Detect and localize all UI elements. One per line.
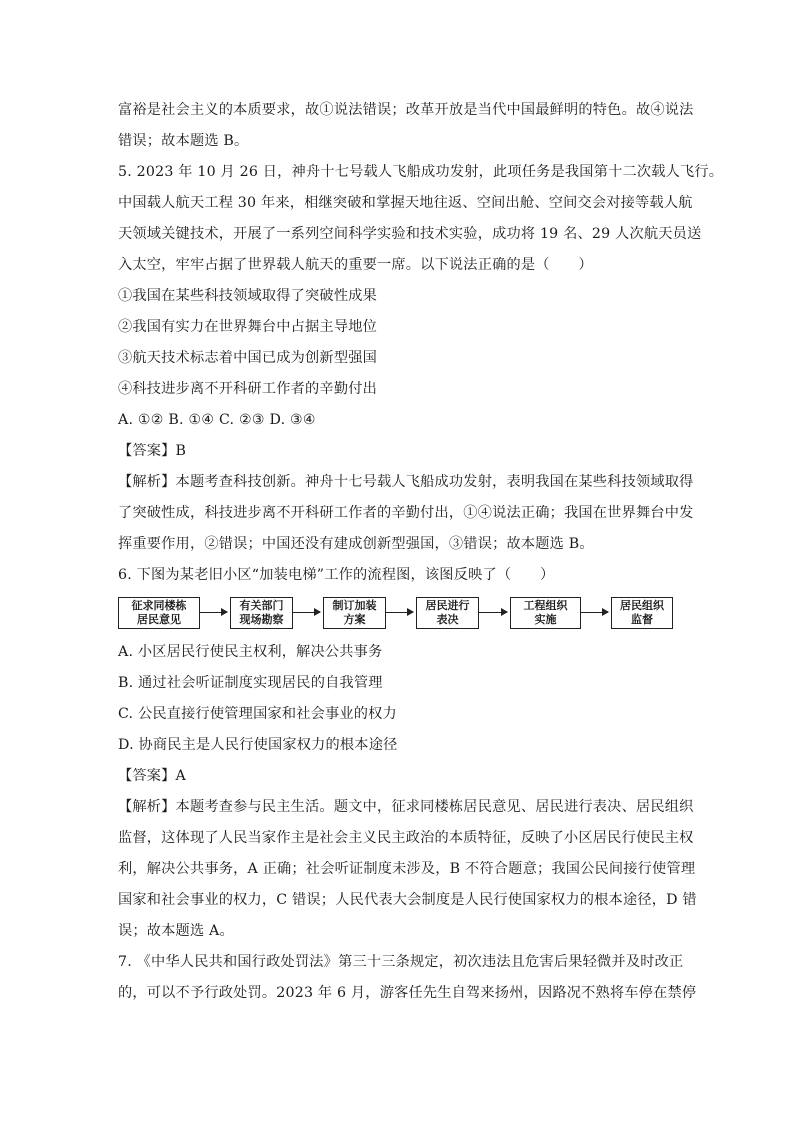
arrow-right-icon <box>200 612 227 613</box>
option-a: A. 小区居民行使民主权利，解决公共事务 <box>118 644 383 660</box>
text-block-bottom <box>118 637 697 1009</box>
text-line: 富裕是社会主义的本质要求，故①说法错误；改革开放是当代中国最鲜明的特色。故④说法 <box>118 102 694 118</box>
question-5-stem: 5. 2023 年 10 月 26 日，神舟十七号载人飞船成功发射，此项任务是我国第十二次载人飞行。 <box>118 164 724 180</box>
analysis-text: 了突破性成，科技进步离不开科研工作者的辛勤付出，①④说法正确；我国在世界舞台中发 <box>118 505 694 521</box>
flow-step-line: 工程组织 <box>523 599 568 612</box>
flow-step-line: 方案 <box>343 613 366 626</box>
answer-label: 【答案】A <box>118 768 186 784</box>
document-page <box>118 95 724 1009</box>
flow-step <box>118 597 200 629</box>
question-6-stem: 6. 下图为某老旧小区“加装电梯”工作的流程图，该图反映了（ ） <box>118 567 555 583</box>
flow-step-line: 表决 <box>436 613 459 626</box>
flowchart <box>118 595 678 633</box>
text-line: 入太空，牢牢占据了世界载人航天的重要一席。以下说法正确的是（ ） <box>118 257 593 273</box>
option-d: D. 协商民主是人民行使国家权力的根本途径 <box>118 737 398 753</box>
analysis-text: 误；故本题选 A。 <box>118 923 234 939</box>
analysis-text: 【解析】本题考查参与民主生活。题文中，征求同楼栋居民意见、居民进行表决、居民组织 <box>118 799 694 815</box>
statement-1: ①我国在某些科技领域取得了突破性成果 <box>118 288 377 304</box>
text-line: 错误；故本题选 B。 <box>118 133 249 149</box>
flow-step-line: 征求同楼栋 <box>131 599 187 612</box>
statement-3: ③航天技术标志着中国已成为创新型强国 <box>118 350 377 366</box>
analysis-text: 挥重要作用，②错误；中国还没有建成创新型强国，③错误；故本题选 B。 <box>118 536 594 552</box>
arrow-right-icon <box>581 612 608 613</box>
flow-step-line: 有关部门 <box>239 599 284 612</box>
text-line: 天领域关键技术，开展了一系列空间科学实验和技术实验，成功将 19 名、29 人次航天员送 <box>118 226 702 242</box>
arrow-right-icon <box>479 612 507 613</box>
flow-step-line: 居民组织 <box>620 599 664 612</box>
text-line: 中国载人航天工程 30 年来，相继突破和掌握天地往返、空间出舱、空间交会对接等载人航 <box>118 195 693 211</box>
flow-step-line: 现场勘察 <box>239 613 284 626</box>
flow-step <box>611 597 673 629</box>
statement-2: ②我国有实力在世界舞台中占据主导地位 <box>118 319 377 335</box>
text-line: 的，可以不予行政处罚。2023 年 6 月，游客任先生自驾来扬州，因路况不熟将车停在禁停 <box>118 985 697 1001</box>
flow-step <box>510 597 581 629</box>
analysis-text: 监督，这体现了人民当家作主是社会主义民主政治的本质特征，反映了小区居民行使民主权 <box>118 830 694 846</box>
question-7-stem: 7. 《中华人民共和国行政处罚法》第三十三条规定，初次违法且危害后果轻微并及时改正 <box>118 954 684 970</box>
text-block-top <box>118 95 724 591</box>
flow-step <box>323 597 386 629</box>
flow-step-line: 监督 <box>631 613 653 626</box>
flow-step <box>416 597 479 629</box>
answer-label: 【答案】B <box>118 443 187 459</box>
flow-step-line: 制订加装 <box>332 599 377 612</box>
statement-4: ④科技进步离不开科研工作者的辛勤付出 <box>118 381 377 397</box>
analysis-text: 【解析】本题考查科技创新。神舟十七号载人飞船成功发射，表明我国在某些科技领域取得 <box>118 474 694 490</box>
question-5-options: A. ①② B. ①④ C. ②③ D. ③④ <box>118 412 316 428</box>
flow-step-line: 居民意见 <box>137 613 181 626</box>
option-c: C. 公民直接行使管理国家和社会事业的权力 <box>118 706 397 722</box>
analysis-text: 利，解决公共事务，A 正确；社会听证制度未涉及，B 不符合题意；我国公民间接行使管理 <box>118 861 696 877</box>
flow-step-line: 居民进行 <box>425 599 470 612</box>
option-b: B. 通过社会听证制度实现居民的自我管理 <box>118 675 383 691</box>
arrow-right-icon <box>293 612 320 613</box>
flow-step <box>230 597 293 629</box>
arrow-right-icon <box>386 612 413 613</box>
flow-step-line: 实施 <box>534 613 557 626</box>
analysis-text: 国家和社会事业的权力，C 错误；人民代表大会制度是人民行使国家权力的根本途径，D 错 <box>118 892 697 908</box>
